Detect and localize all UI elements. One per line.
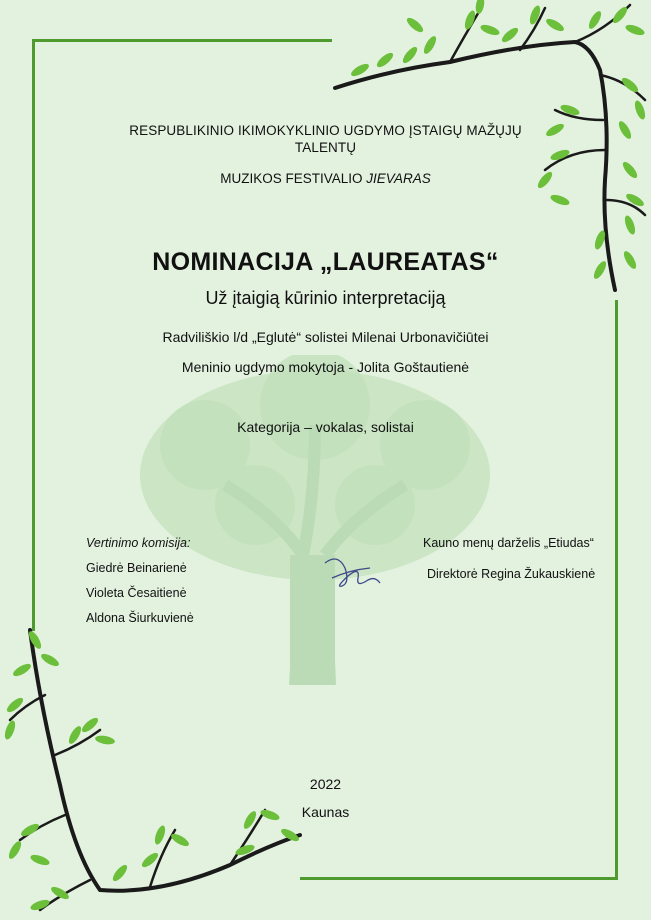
- award-recipient: Radviliškio l/d „Eglutė“ solistei Milenai Urbonavičiūtei: [162, 329, 489, 345]
- award-subtitle: Už įtaigią kūrinio interpretaciją: [205, 288, 446, 308]
- award-teacher: Meninio ugdymo mokytoja - Jolita Goštautienė: [181, 359, 470, 375]
- footer-city: Kaunas: [301, 804, 350, 820]
- institution-director: Direktorė Regina Žukauskienė: [427, 567, 596, 581]
- festival-prefix: MUZIKOS FESTIVALIO: [220, 171, 367, 186]
- bottom-left-branch-decoration: [0, 625, 320, 920]
- organizer-header: [60, 122, 591, 156]
- award-category: Kategorija – vokalas, solistai: [237, 419, 414, 435]
- signature-scribble: [320, 548, 385, 598]
- frame-right-line: [615, 300, 618, 880]
- festival-name: JIEVARAS: [366, 171, 431, 186]
- committee-member: Aldona Šiurkuvienė: [86, 611, 194, 625]
- committee-heading: Vertinimo komisija:: [86, 536, 191, 550]
- frame-bottom-line: [300, 877, 618, 880]
- award-title: NOMINACIJA „LAUREATAS“: [152, 248, 499, 276]
- institution-name: Kauno menų darželis „Etiudas“: [423, 536, 594, 550]
- committee-member: Giedrė Beinarienė: [86, 561, 187, 575]
- organizer-line-2: TALENTŲ: [294, 140, 357, 155]
- frame-left-line: [32, 39, 35, 631]
- footer-year: 2022: [309, 776, 342, 792]
- frame-top-line: [32, 39, 332, 42]
- organizer-line-1: RESPUBLIKINIO IKIMOKYKLINIO UGDYMO ĮSTAIGŲ MAŽŲJŲ: [129, 123, 522, 138]
- festival-line: [60, 171, 591, 186]
- committee-member: Violeta Česaitienė: [86, 586, 187, 600]
